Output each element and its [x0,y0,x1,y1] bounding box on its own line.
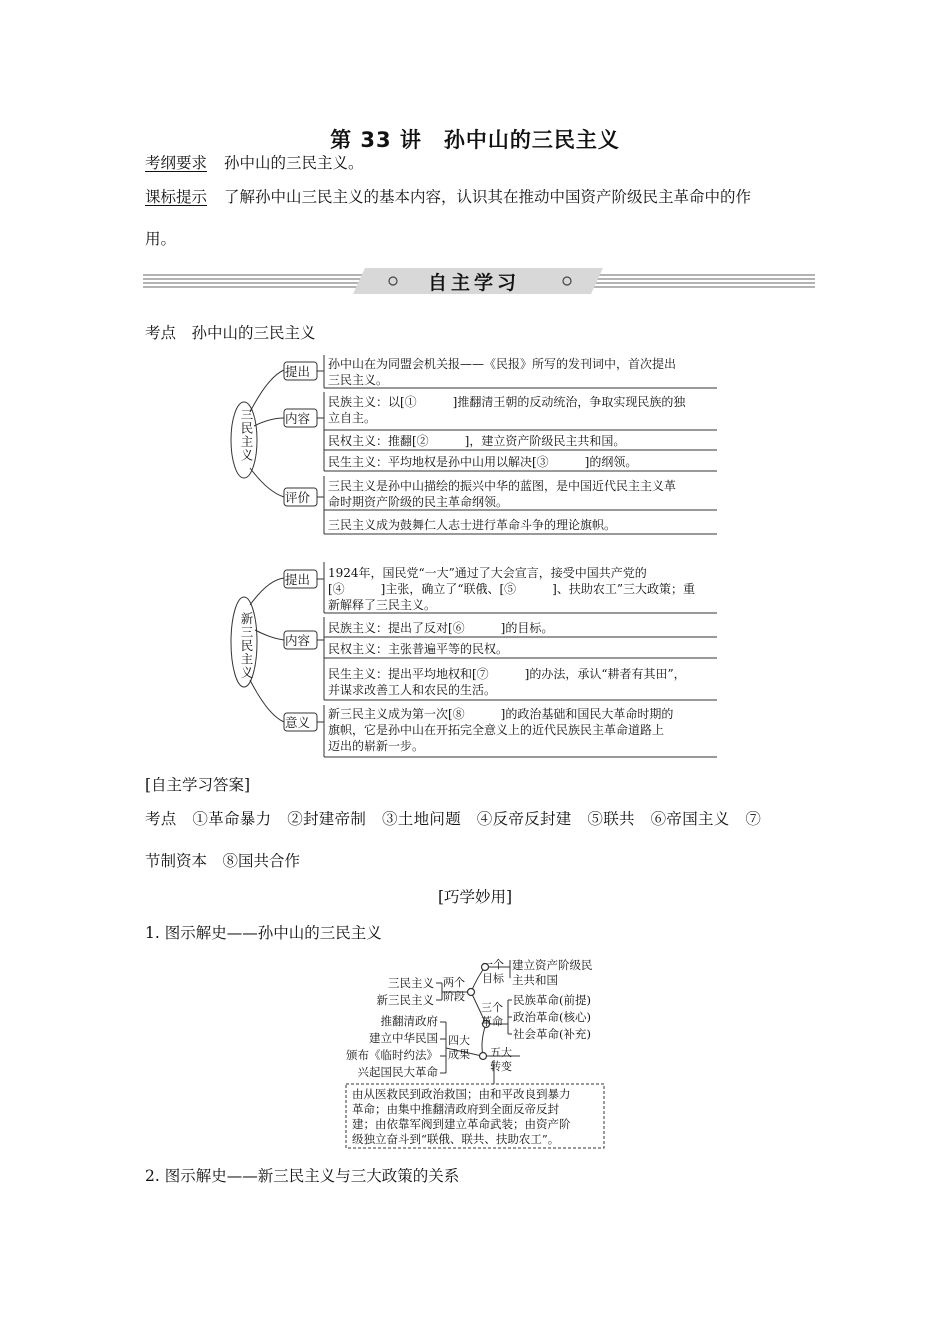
diagram1-center: 三民主义 [239,408,254,462]
diagram1-item-3: 民权主义：推翻[② ]，建立资产阶级民主共和国。 [328,434,626,448]
answers-line-1: 考点 ①革命暴力 ②封建帝制 ③土地问题 ④反帝反封建 ⑤联共 ⑥帝国主义 ⑦ [145,810,762,828]
diagram2-center: 新三民主义 [239,612,254,680]
diagram3-rev-3: 社会革命(补充) [513,1027,591,1041]
diagram3-rev-2: 政治革命(核心) [513,1010,591,1024]
diagram2-item-4: 民生主义：提出平均地权和[⑦ ]的办法，承认“耕者有其田”， 并谋求改善工人和农民的生活。 [328,667,686,697]
diagram2-branch-propose: 提出 [285,572,311,587]
tips-item-2: 2. 图示解史——新三民主义与三大政策的关系 [145,1167,460,1185]
diagram3-goal-text: 建立资产阶级民 主共和国 [512,958,593,987]
page-title: 第 33 讲 孙中山的三民主义 [330,128,620,152]
answers-line-2: 节制资本 ⑧国共合作 [145,852,301,870]
diagram1-item-6: 三民主义成为鼓舞仁人志士进行革命斗争的理论旗帜。 [328,518,617,532]
diagram3-five-change: 五大转变 [490,1046,512,1073]
diagram3-two-stages: 两个阶段 [443,976,465,1003]
diagram1-branch-content: 内容 [285,411,311,426]
diagram2-item-1: 1924年，国民党“一大”通过了大会宣言，接受中国共产党的 [④ ]主张，确立了“联俄、[⑤ ]、扶助农工”三大政策；重 新解释了三民主义。 [328,566,695,612]
section-banner-text: 自主学习 [428,272,521,294]
diagram1-item-5: 三民主义是孙中山描绘的振兴中华的蓝图，是中国近代民主主义革 命时期资产阶级的民主革命纲领。 [328,479,677,509]
diagram3-ach-4: 兴起国民大革命 [357,1065,438,1079]
standard-text-cont: 用。 [145,230,177,248]
diagram2-item-2: 民族主义：提出了反对[⑥ ]的目标。 [328,621,554,635]
diagram3-ach-3: 颁布《临时约法》 [346,1048,438,1062]
diagram2-branch-content: 内容 [285,633,311,648]
diagram3-four-ach: 四大成果 [448,1034,470,1061]
diagram1-item-1: 孙中山在为同盟会机关报——《民报》所写的发刊词中，首次提出 三民主义。 [328,357,677,387]
standard-label: 课标提示 [145,188,208,206]
diagram1-branch-propose: 提出 [285,364,311,379]
syllabus-line [145,152,363,174]
standard-line [145,186,751,208]
diagram1-item-4: 民生主义：平均地权是孙中山用以解决[③ ]的纲领。 [328,455,638,469]
diagram2-item-5: 新三民主义成为第一次[⑧ ]的政治基础和国民大革命时期的 旗帜，它是孙中山在开拓完全意义上的近代民族民主革命道路上 迈出的崭新一步。 [328,707,674,753]
topic-heading: 考点 孙中山的三民主义 [145,324,316,342]
diagram1-branch-evaluation: 评价 [285,490,311,505]
diagram3-dashed-text: 由从医救民到政治救国；由和平改良到暴力 革命；由集中推翻清政府到全面反帝反封 建；由依靠军阀到建立革命武装；由资产阶 级独立奋斗到“联俄、联共、扶助农工”。 [352,1087,571,1146]
tips-heading: [巧学妙用] [437,888,513,906]
diagram3-one-goal: 一个目标 [482,958,504,985]
standard-text: 了解孙中山三民主义的基本内容，认识其在推动中国资产阶级民主革命中的作 [223,188,751,206]
syllabus-label: 考纲要求 [145,154,208,172]
answers-heading: [自主学习答案] [145,776,251,794]
diagram3-left-top-2: 新三民主义 [376,993,434,1007]
diagram3-rev-1: 民族革命(前提) [513,993,591,1007]
diagram3-left-top-1: 三民主义 [388,976,434,990]
syllabus-text: 孙中山的三民主义。 [223,154,364,172]
diagram3-ach-2: 建立中华民国 [369,1031,438,1045]
tips-item-1: 1. 图示解史——孙中山的三民主义 [145,924,382,942]
diagram3-ach-1: 推翻清政府 [380,1014,438,1028]
diagram2-item-3: 民权主义：主张普遍平等的民权。 [328,642,509,656]
diagram2-branch-meaning: 意义 [285,715,311,730]
diagram3-three-rev: 三个革命 [481,1001,503,1028]
diagram1-item-2: 民族主义：以[① ]推翻清王朝的反动统治，争取实现民族的独 立自主。 [328,395,686,425]
